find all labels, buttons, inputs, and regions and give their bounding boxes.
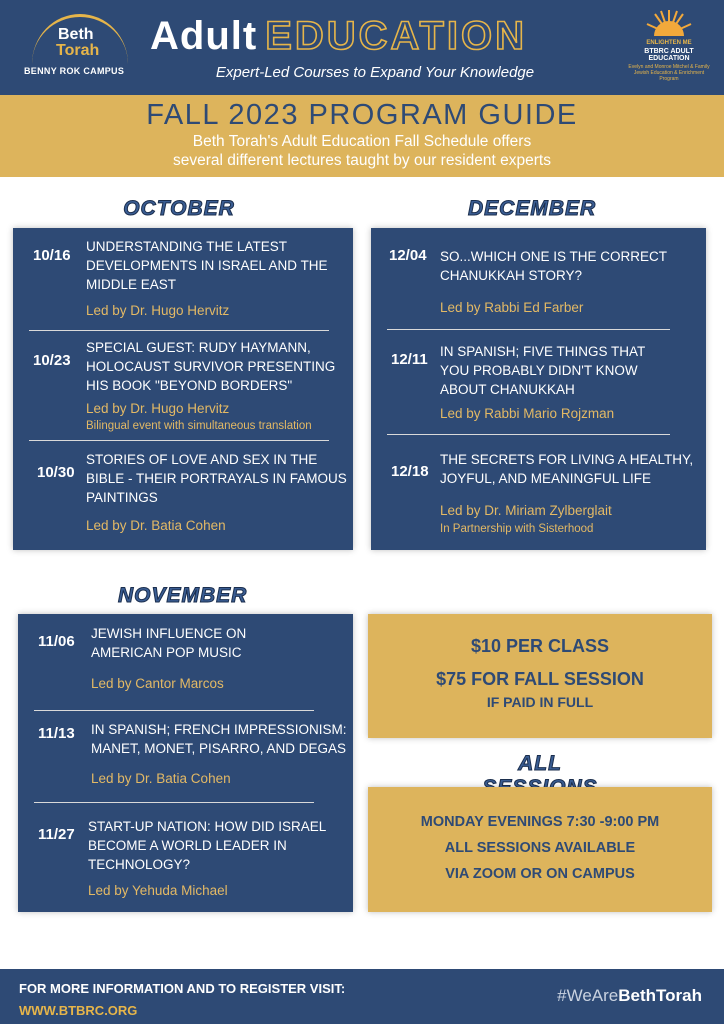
price-condition: IF PAID IN FULL	[486, 694, 594, 710]
event-leader: Led by Cantor Marcos	[91, 676, 224, 691]
footer-info: FOR MORE INFORMATION AND TO REGISTER VISIT:	[19, 981, 346, 996]
hashtag-bold: BethTorah	[618, 986, 702, 1005]
event-date: 12/11	[391, 351, 428, 368]
event-date: 10/23	[33, 352, 71, 369]
divider	[34, 710, 314, 711]
event-date: 10/16	[33, 247, 71, 264]
event-title: IN SPANISH; FIVE THINGS THAT YOU PROBABLY DIDN'T KNOW ABOUT CHANUKKAH	[440, 344, 646, 397]
event-leader: Led by Rabbi Mario Rojzman	[440, 406, 615, 421]
logo-campus: BENNY ROK CAMPUS	[24, 66, 125, 76]
banner-title: FALL 2023 PROGRAM GUIDE	[146, 99, 578, 131]
divider	[29, 330, 329, 331]
event-title: SO...WHICH ONE IS THE CORRECT CHANUKKAH STORY?	[440, 249, 667, 283]
event-title: SPECIAL GUEST: RUDY HAYMANN, HOLOCAUST SURVIVOR PRESENTING HIS BOOK "BEYOND BORDERS"	[86, 340, 336, 393]
divider	[387, 434, 670, 435]
divider	[34, 802, 314, 803]
november-card	[18, 614, 353, 912]
footer-hashtag	[557, 986, 702, 1006]
footer	[0, 969, 724, 1024]
event-note: In Partnership with Sisterhood	[440, 523, 594, 535]
price-per-class: $10 PER CLASS	[470, 636, 610, 656]
sessions-location: VIA ZOOM OR ON CAMPUS	[445, 866, 635, 882]
sessions-heading: ALL	[518, 752, 562, 775]
event-date: 12/04	[389, 247, 427, 264]
footer-url-link[interactable]: WWW.BTBRC.ORG	[19, 1003, 138, 1018]
event-leader: Led by Dr. Miriam Zylberglait	[440, 503, 612, 518]
price-fall-session: $75 FOR FALL SESSION	[436, 669, 644, 689]
sessions-time: MONDAY EVENINGS 7:30 -9:00 PM	[420, 814, 660, 830]
event-date: 11/13	[38, 725, 75, 742]
event-leader: Led by Yehuda Michael	[88, 883, 228, 898]
beth-torah-logo[interactable]	[18, 12, 130, 82]
page-subtitle: Expert-Led Courses to Expand Your Knowledge	[215, 64, 535, 81]
month-heading-december: DECEMBER	[468, 197, 597, 220]
title-education: EDUCATION	[265, 14, 527, 58]
event-date: 10/30	[37, 464, 75, 481]
badge-name: BTBRC ADULT EDUCATION	[644, 48, 694, 62]
divider	[29, 440, 329, 441]
event-title: JEWISH INFLUENCE ON AMERICAN POP MUSIC	[91, 626, 247, 660]
month-heading-november: NOVEMBER	[118, 584, 248, 607]
event-title: THE SECRETS FOR LIVING A HEALTHY, JOYFUL, AND MEANINGFUL LIFE	[440, 452, 694, 486]
event-leader: Led by Dr. Hugo Hervitz	[86, 303, 230, 318]
logo-line1: Beth	[58, 26, 94, 43]
hashtag-prefix: #WeAre	[557, 986, 619, 1005]
event-title: UNDERSTANDING THE LATEST DEVELOPMENTS IN ISRAEL AND THE MIDDLE EAST	[86, 239, 328, 292]
logo-line2: Torah	[56, 42, 100, 59]
sunrise-icon	[644, 8, 694, 38]
event-date: 12/18	[391, 463, 429, 480]
event-title: IN SPANISH; FRENCH IMPRESSIONISM: MANET, MONET, PISARRO, AND DEGAS	[91, 722, 347, 756]
divider	[387, 329, 670, 330]
december-card	[371, 228, 706, 550]
sessions-availability: ALL SESSIONS AVAILABLE	[444, 840, 636, 856]
title-adult: Adult	[150, 14, 258, 58]
event-leader: Led by Dr. Hugo Hervitz	[86, 401, 230, 416]
banner-line1: Beth Torah's Adult Education Fall Schedule offers	[192, 133, 532, 150]
event-leader: Led by Dr. Batia Cohen	[91, 771, 231, 786]
badge-tag: ENLIGHTEN ME	[646, 40, 692, 46]
sessions-box	[368, 787, 712, 912]
october-card	[13, 228, 353, 550]
event-date: 11/06	[38, 633, 75, 650]
event-leader: Led by Rabbi Ed Farber	[440, 300, 584, 315]
event-leader: Led by Dr. Batia Cohen	[86, 518, 226, 533]
page-title	[150, 14, 527, 60]
adult-education-badge	[624, 8, 714, 88]
event-note: Bilingual event with simultaneous translation	[86, 420, 312, 432]
event-title: START-UP NATION: HOW DID ISRAEL BECOME A WORLD LEADER IN TECHNOLOGY?	[88, 819, 326, 872]
header-band	[0, 0, 724, 95]
pricing-box	[368, 614, 712, 738]
badge-desc: Evelyn and Monroe Mitchel & Family Jewish Education & Enrichment Program	[628, 64, 710, 82]
month-heading-october: OCTOBER	[123, 197, 235, 220]
event-date: 11/27	[38, 826, 75, 843]
event-title: STORIES OF LOVE AND SEX IN THE BIBLE - THEIR PORTRAYALS IN FAMOUS PAINTINGS	[86, 452, 347, 505]
program-banner	[0, 95, 724, 177]
banner-line2: several different lectures taught by our resident experts	[173, 152, 551, 169]
